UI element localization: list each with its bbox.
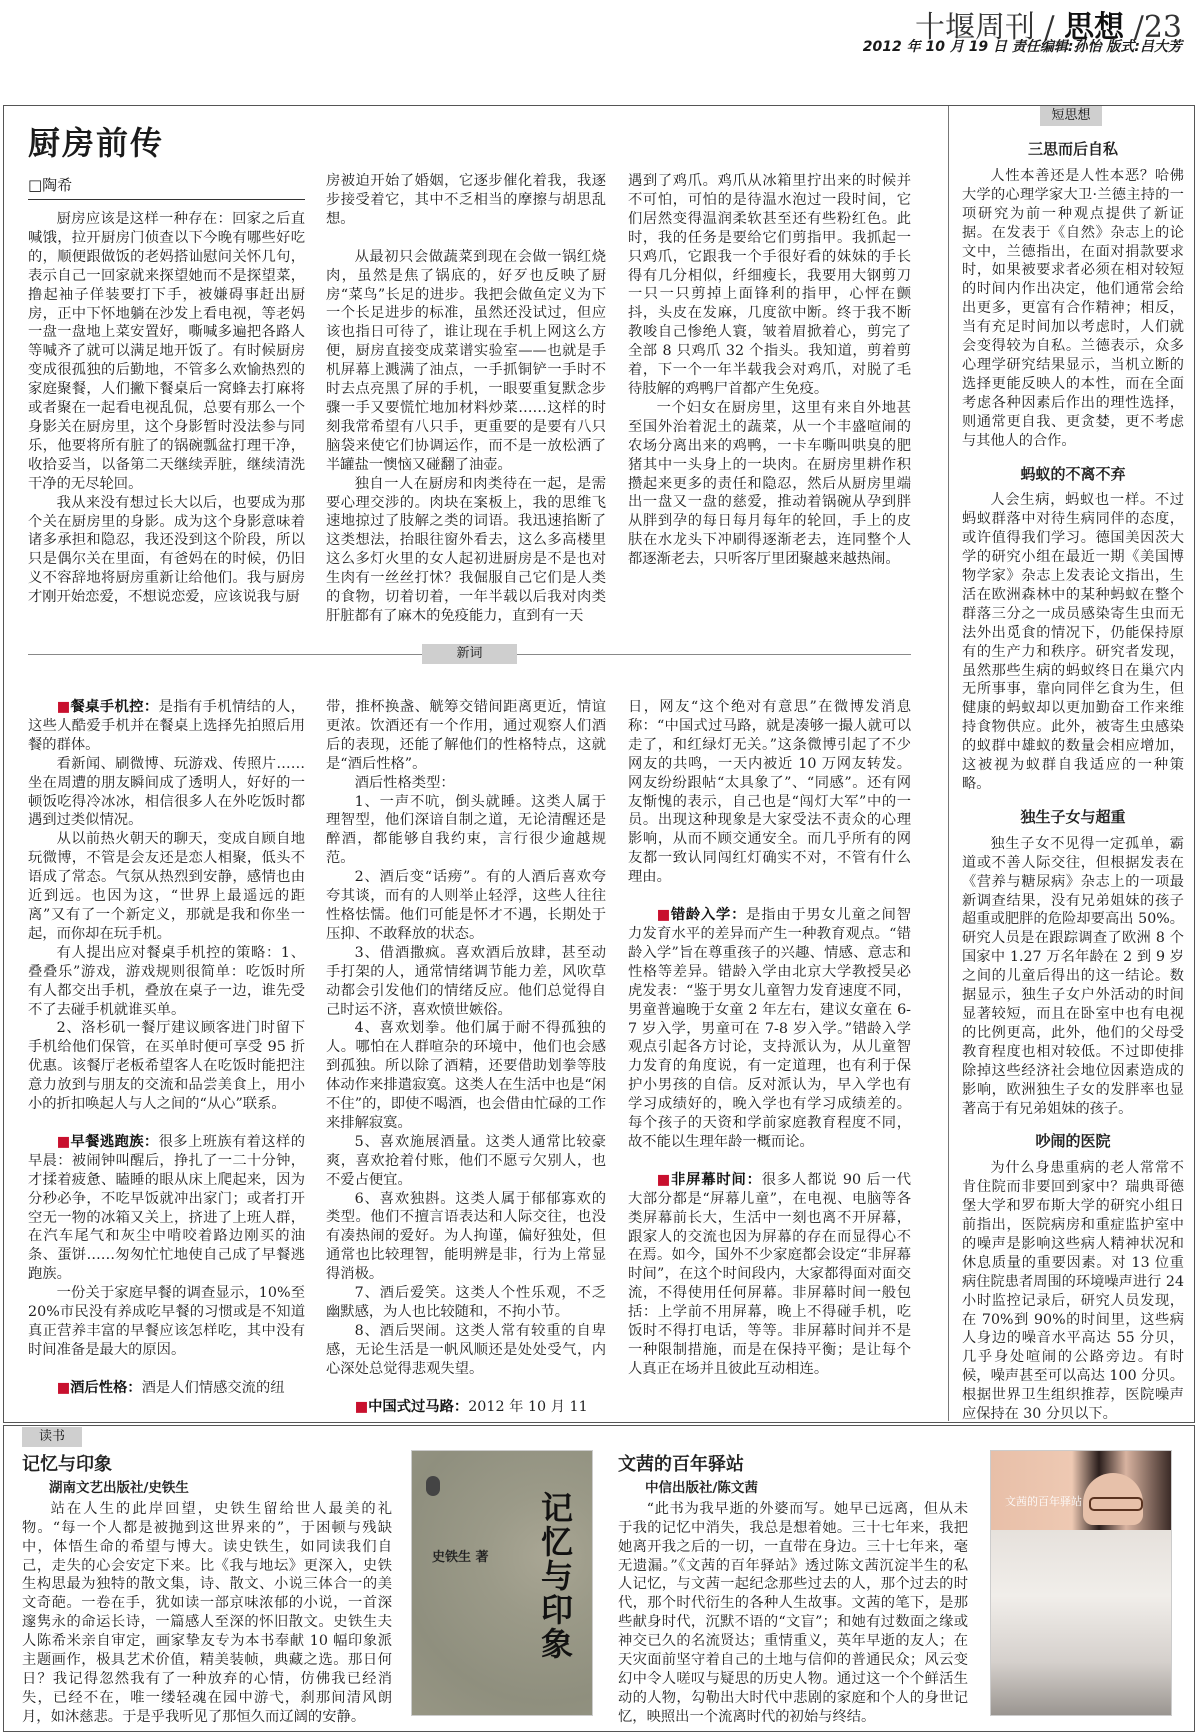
cover-title: 文茜的百年驿站 bbox=[1005, 1495, 1082, 1508]
sidebar-tag: 短思想 bbox=[1040, 106, 1102, 126]
book-title: 记忆与印象 bbox=[22, 1454, 112, 1475]
newword-entry: ■餐桌手机控：是指有手机情结的人，这些人酷爱手机并在餐桌上选择先拍照后用餐的群体。 bbox=[28, 699, 306, 753]
paragraph: 日，网友“这个绝对有意思”在微博发消息称：“中国式过马路，就是凑够一撮人就可以走了，和红绿灯无关。”这条微博引起了不少网友的共鸣，一天内被近 10 万网友转发。网友纷纷跟帖“太具象了”、“同感”。还有网友惭愧的表示，自己也是“闯灯大军”中的一员。出现这种现象是大家受法不责众的心理影响，从而不顾交通安全。而几乎所有的网友都一致认同闯红灯确实不对，不管有什么理由。 bbox=[628, 699, 911, 886]
paragraph: 1、一声不吭，倒头就睡。这类人属于理智型，他们深谙自制之道，无论清醒还是醉酒，都能够自我约束，言行很少逾越规范。 bbox=[326, 793, 606, 867]
paragraph: 2、酒后变“话痨”。有的人酒后喜欢夸夸其谈，而有的人则举止轻浮，这些人往往性格怯懦。他们可能是怀才不遇，长期处于压抑、不敢释放的状态。 bbox=[326, 869, 606, 942]
glasses-shape bbox=[1089, 1497, 1143, 1511]
article-paragraph: 我从来没有想过长大以后，也要成为那个关在厨房里的身影。成为这个身影意味着诸多承担和隐忍，我还没到这个阶段，所以只是偶尔关在里面，有爸妈在的时候，仍旧义不容辞地将厨房重新让给他们。我与厨房才刚开始恋爱，不想说恋爱，应该说我与厨 bbox=[28, 494, 305, 606]
newword-definition: 2012 年 10 月 11 bbox=[468, 1398, 588, 1415]
book-cover-image bbox=[990, 1450, 1172, 1716]
article-paragraph: 从最初只会做蔬菜到现在会做一锅红烧肉，虽然是焦了锅底的，好歹也反映了厨房“菜鸟”长足的进步。我把会做鱼定义为下一个长足进步的标准，虽然还没试过，但应该也指日可待了，谁让现在手机上网这么方便，厨房直接变成菜谱实验室——也就是手机屏幕上溅满了油点，一手抓铜铲一手时不时去点亮黑了屏的手机，一眼要重复默念步骤一手又要慌忙地加材料炒菜……这样的时刻我常希望有八只手，更重要的是要有八只脑袋来使它们协调运作，而不是一放松洒了半罐盐一懊恼又碰翻了油壶。 bbox=[326, 248, 606, 473]
sidebar-heading: 三思而后自私 bbox=[1027, 140, 1118, 158]
section-name: 思想 bbox=[1064, 10, 1125, 45]
article-paragraph: 一个妇女在厨房里，这里有来自外地甚至国外治着泥土的蔬菜，从一个丰盛喧闹的农场分离出来的鸡鸭，一卡车嘶叫哄臭的肥猪其中一头身上的一块肉。在厨房里耕作积攒起来更多的责任和隐忍，然后从厨房里端出一盘又一盘的慈爱，推动着锅碗从孕到胖从胖到孕的每日每月每年的轮回，手上的皮肤在水龙头下冲刷得逐渐老去，连同整个人都逐渐老去，只听客厅里团聚越来越热闹。 bbox=[628, 399, 911, 568]
sidebar-text: 为什么身患重病的老人常常不肯住院而非要回到家中？瑞典哥德堡大学和罗布斯大学的研究小组日前指出，医院病房和重症监护室中的噪声是影响这些病人精神状况和休息质量的重要因素。对 13 位重病住院患者周围的环境噪声进行 24 小时监控记录后，研究人员发现，在 70%到 90%的时间里，这些病人身边的噪音水平高达 55 分贝，几乎身处喧闹的公路旁边。有时候，噪声甚至可以高达 100 分贝。根据世界卫生组织推荐，医院噪声应保持在 30 分贝以下。 bbox=[962, 1160, 1184, 1423]
sidebar-heading: 独生子女与超重 bbox=[1020, 807, 1126, 826]
paper-name: 十堰周刊 / bbox=[914, 10, 1065, 45]
newword-entry: ■中国式过马路：2012 年 10 月 11 bbox=[354, 1398, 588, 1415]
book-cover-image bbox=[411, 1450, 593, 1716]
paragraph: 7、酒后爱笑。这类人个性乐观，不乏幽默感，为人也比较随和，不拘小节。 bbox=[326, 1285, 606, 1320]
newword-entry: ■早餐逃跑族：很多上班族有着这样的早晨：被闹钟叫醒后，挣扎了一二十分钟，才揉着疲惫、瞌睡的眼从床上爬起来，因为分秒必争，不吃早饭就冲出家门；或者打开空无一物的冰箱又关上，挤进了上班人群，在汽车尾气和灰尘中啃咬着路边刚买的油条、蛋饼……匆匆忙忙地使自己成了早餐逃跑族。 bbox=[28, 1133, 306, 1283]
book-review-2 bbox=[618, 1456, 968, 1727]
sidebar-text: 人性本善还是人性本恶？哈佛大学的心理学家大卫·兰德主持的一项研究为前一种观点提供了新证据。在发表于《自然》杂志上的论文中，兰德指出，在面对捐款要求时，如果被要求者必须在相对较短的时间内作出决定，他们通常会给出更多，更富有合作精神；相反，当有充足时间加以考虑时，人们就会变得较为自私。兰德表示，众多心理学研究结果显示，当机立断的选择更能反映人的本性，而在全面考虑各种因素后作出的理性选择，则通常更自我、更贪婪，更不考虑与其他人的合作。 bbox=[962, 167, 1184, 449]
newwords-column-1 bbox=[28, 698, 305, 1398]
book-description: “此书为我早逝的外婆而写。她早已远离，但从未于我的记忆中消失，我总是想着她。三十七年来，我把她离开我之后的一切，一直带在身边。三十七年来，毫无遗漏。”《文茜的百年驿站》透过陈文茜沉淀半生的私人记忆，与文茜一起纪念那些过去的人，那个过去的时代，那个时代衍生的各种人生故事。文茜的笔下，是那些献身时代，沉默不语的“文盲”；和她有过数面之缘或神交已久的名流贤达；重情重义，英年早逝的友人；在天灾面前坚守着自己的土地与信仰的普通民众；风云变幻中令人嗟叹与疑思的历史人物。通过这一个个鲜活生动的人物，勾勒出大时代中悲剧的家庭和个人的身世记忆，映照出一个流离时代的初始与终结。 bbox=[618, 1500, 968, 1725]
article-paragraph: 遇到了鸡爪。鸡爪从冰箱里拧出来的时候并不可怕，可怕的是待温水泡过一段时间，它们居然变得温润柔软甚至还有些粉红色。此时，我的任务是要给它们剪指甲。我抓起一只鸡爪，它跟我一个手很好看的妹妹的手长得有几分相似，纤细瘦长，我要用大钢剪刀一只一只剪掉上面锋利的指甲，心怦在颤抖，头皮在发麻，几度欲中断。终于我不断教唆自己惨绝人寰，皱着眉掀着心，剪完了全部 8 只鸡爪 32 个指头。我知道，剪着剪着，下一个一年半载我会对鸡爪，对脱了毛待肢解的鸡鸭尸首都产生免疫。 bbox=[628, 173, 911, 397]
paragraph: 看新闻、刷微博、玩游戏、传照片……坐在周遭的朋友瞬间成了透明人，好好的一顿饭吃得冷冰冰，相信很多人在外吃饭时都遇到过类似情况。 bbox=[28, 755, 305, 829]
newword-term: 中国式过马路： bbox=[368, 1398, 469, 1415]
paragraph: 2、洛杉矶一餐厅建议顾客进门时留下手机给他们保管，在买单时便可享受 95 折优惠。该餐厅老板希望客人在吃饭时能把注意力放到与朋友的交流和品尝美食上，用小小的折扣唤起人与人之间的“从心”联系。 bbox=[28, 1020, 305, 1113]
paragraph: 8、酒后哭闹。这类人常有较重的自卑感，无论生活是一帆风顺还是处处受气，内心深处总觉得悲观失望。 bbox=[326, 1322, 606, 1377]
paragraph: 酒后性格类型： bbox=[354, 774, 455, 791]
article-column-1 bbox=[28, 210, 305, 607]
article-title: 厨房前传 bbox=[28, 124, 165, 162]
book-title: 文茜的百年驿站 bbox=[618, 1454, 744, 1475]
newword-term: 非屏幕时间： bbox=[670, 1171, 762, 1188]
book-publisher-author: 湖南文艺出版社/史铁生 bbox=[49, 1479, 189, 1496]
newword-definition: 是指由于男女儿童之间智力发育水平的差异而产生一种教育观点。“错龄入学”旨在尊重孩子的兴趣、情感、意志和性格等差异。错龄入学由北京大学教授吴必虎发表：“鉴于男女儿童智力发育速度不同，男童普遍晚于女童 2 年左右，建议女童在 6-7 岁入学，男童可在 7-8 岁入学。”错龄入学观点引起各方讨论，支持派认为，从儿童智力发育的角度说，有一定道理，也有利于保护小男孩的自信。反对派认为，早入学也有学习成绩好的，晚入学也有学习成绩差的。每个孩子的天资和学前家庭教育程度不同，故不能以生理年龄一概而论。 bbox=[628, 907, 912, 1150]
sidebar-short-thoughts bbox=[962, 128, 1184, 1424]
book-description: 站在人生的此岸回望，史铁生留给世人最美的礼物。“每一个人都是被抛到这世界来的”，于困顿与残缺中，体悟生命的希望与博大。读史铁生，如同读我们自己，走失的心会安定下来。比《我与地坛》更深入，史铁生构思最为独特的散文集，诗、散文、小说三体合一的美文奇葩。一卷在手，犹如读一部京味浓郁的小说，一首深邃隽永的命运长诗，一篇感人至深的怀旧散文。史铁生夫人陈希米亲自审定，画家挚友专为本书奉献 10 幅印象派主题画作，极具艺术价值，精美装帧，典藏之选。那日何日？我记得忽然我有了一种放弃的心情，仿佛我已经消失，已经不在，唯一缕轻魂在园中游弋，刹那间清风朗月，如沐慈悲。于是乎我听见了那恒久而辽阔的安静。 bbox=[22, 1500, 392, 1725]
sidebar-text: 人会生病，蚂蚁也一样。不过蚂蚁群落中对待生病同伴的态度，或许值得我们学习。德国美因茨大学的研究小组在最近一期《美国博物学家》杂志上发表论文指出，生活在欧洲森林中的某种蚂蚁在整个群落三分之一成员感染寄生虫而无法外出觅食的情况下，仍能保持原有的生产力和秩序。研究者发现，虽然那些生病的蚂蚁终日在巢穴内无所事事，靠向同伴乞食为生，但健康的蚂蚁却以更加勤奋工作来维持食物供应。此外，被寄生虫感染的蚁群中雄蚁的数量会相应增加，这被视为蚁群自我适应的一种策略。 bbox=[962, 492, 1184, 792]
newword-term: 早餐逃跑族： bbox=[70, 1133, 159, 1150]
cover-title: 记忆与印象 bbox=[536, 1491, 574, 1661]
article-column-2 bbox=[326, 172, 606, 626]
paragraph: 6、喜欢独斟。这类人属于郁郁寡欢的类型。他们不擅言语表达和人际交往，也没有凑热闹的爱好。为人拘谨，偏好独处，但通常也比较理智，能明辨是非，行为上常显得消极。 bbox=[326, 1190, 606, 1283]
newword-entry: ■酒后性格：酒是人们情感交流的纽 bbox=[56, 1379, 285, 1396]
newword-term: 餐桌手机控： bbox=[70, 699, 159, 715]
newwords-tag: 新词 bbox=[422, 644, 517, 664]
paragraph: 带，推杯换盏、觥筹交错间距离更近，情谊更浓。饮酒还有一个作用，通过观察人们酒后的表现，还能了解他们的性格特点，这就是“酒后性格”。 bbox=[326, 699, 606, 772]
books-tag: 读书 bbox=[22, 1427, 82, 1447]
newword-definition: 酒是人们情感交流的纽 bbox=[141, 1379, 285, 1396]
paragraph: 一份关于家庭早餐的调查显示，10%至 20%市民没有养成吃早餐的习惯或是不知道真正营养丰富的早餐应该怎样吃，其中没有时间准备是最大的原因。 bbox=[28, 1285, 305, 1358]
newword-term: 酒后性格： bbox=[70, 1379, 142, 1396]
newword-definition: 很多上班族有着这样的早晨：被闹钟叫醒后，挣扎了一二十分钟，才揉着疲惫、瞌睡的眼从床上爬起来，因为分秒必争，不吃早饭就冲出家门；或者打开空无一物的冰箱又关上，挤进了上班人群，在汽车尾气和灰尘中啃咬着路边刚买的油条、蛋饼……匆匆忙忙地使自己成了早餐逃跑族。 bbox=[28, 1133, 306, 1283]
newwords-column-3 bbox=[628, 698, 911, 1379]
sidebar-divider bbox=[948, 106, 949, 1421]
sidebar-text: 独生子女不见得一定孤单，霸道或不善人际交往，但根据发表在《营养与糖尿病》杂志上的一项最新调查结果，没有兄弟姐妹的孩子超重或肥胖的危险却要高出 50%。研究人员是在跟踪调查了欧洲 8 个国家中 1.27 万名年龄在 2 到 9 岁之间的儿童后得出的这一结论。数据显示，独生子女户外活动的时间显著较短，而且在卧室中也有电视的比例更高，此外，他们的父母受教育程度也相对较低。不过即使排除掉这些经济社会地位因素造成的影响，欧洲独生子女的发胖率也显著高于有兄弟姐妹的孩子。 bbox=[962, 835, 1184, 1117]
article-paragraph: 房被迫开始了婚姻，它逐步催化着我，我逐步接受着它，其中不乏相当的摩擦与胡思乱想。 bbox=[326, 173, 606, 227]
paragraph: 4、喜欢划拳。他们属于耐不得孤独的人。哪怕在人群喧杂的环境中，他们也会感到孤独。所以除了酒精，还要借助划拳等肢体动作来排遣寂寞。这类人在生活中也是“闲不住”的，即使不喝酒，也会借由忙碌的工作来排解寂寞。 bbox=[326, 1020, 606, 1131]
page-number: /23 bbox=[1124, 10, 1182, 45]
article-column-3 bbox=[628, 172, 911, 569]
article-paragraph: 独自一人在厨房和肉类待在一起，是需要心理交涉的。肉块在案板上，我的思维飞速地掠过了肢解之类的词语。我迅速掐断了这类想法，抬眼往窗外看去，这么多高楼里这么多灯火里的女人起初进厨房是不是也对生肉有一丝丝打怵？我倔服自己它们是人类的食物，切着切着，一年半载以后我对肉类肝脏都有了麻木的免疫能力，直到有一天 bbox=[326, 475, 606, 624]
newword-term: 错龄入学： bbox=[670, 907, 747, 924]
article-paragraph: 厨房应该是这样一种存在：回家之后直喊饿，拉开厨房门侦查以下今晚有哪些好吃的，顺便跟做饭的老妈搭讪慰问关怀几句，表示自己一回家就来探望她而不是探望菜，撸起袖子佯装要打下手，被嫌碍事赶出厨房，正中下怀地躺在沙发上看电视，等老妈一盘一盘地上菜安置好，嘶喊多遍把各路人等喊齐了就可以满足地开饭了。有时候厨房变成很孤独的后勤地，不管多么欢愉热烈的家庭聚餐，人们撇下餐桌后一窝蜂去打麻将或者聚在一起看电视乱侃，总要有那么一个身影关在厨房里，这个身影暂时没法参与同乐，他要将所有脏了的锅碗瓢盆打理干净，收拾妥当，以备第二天继续弄脏，继续清洗干净的无尽轮回。 bbox=[28, 211, 305, 492]
dateline: 2012 年 10 月 19 日 责任编辑:孙怡 版式:吕大芳 bbox=[862, 39, 1182, 55]
cover-author: 史铁生 著 bbox=[432, 1550, 489, 1565]
paragraph: 有人提出应对餐桌手机控的策略：1、叠叠乐”游戏，游戏规则很简单：吃饭时所有人都交出手机，叠放在桌子一边，谁先受不了去碰手机就谁买单。 bbox=[28, 944, 305, 1018]
newword-entry: ■错龄入学：是指由于男女儿童之间智力发育水平的差异而产生一种教育观点。“错龄入学”旨在尊重孩子的兴趣、情感、意志和性格等差异。错龄入学由北京大学教授吴必虎发表：“鉴于男女儿童智力发育速度不同，男童普遍晚于女童 2 年左右，建议女童在 6-7 岁入学，男童可在 7-8 岁入学。”错龄入学观点引起各方讨论，支持派认为，从儿童智力发育的角度说，有一定道理，也有利于保护小男孩的自信。反对派认为，早入学也有学习成绩好的，晚入学也有学习成绩差的。每个孩子的天资和学前家庭教育程度不同，故不能以生理年龄一概而论。 bbox=[628, 907, 912, 1150]
book-review-1 bbox=[22, 1456, 392, 1727]
article-author: □陶希 bbox=[28, 174, 305, 200]
newword-definition: 很多人都说 90 后一代大部分都是“屏幕儿童”，在电视、电脑等各类屏幕前长大，生活中一刻也离不开屏幕，跟家人的交流也因为屏幕的存在而显得心不在焉。如今，国外不少家庭都会设定“非屏幕时间”，在这个时间段内，大家都得面对面交流，不得使用任何屏幕。非屏幕时间一般包括：上学前不用屏幕，晚上不得碰手机，吃饭时不得打电话，等等。非屏幕时间并不是一种限制措施，而是在保持平衡；是让每个人真正在场并且彼此互动相连。 bbox=[628, 1171, 912, 1377]
book-publisher-author: 中信出版社/陈文茜 bbox=[645, 1479, 758, 1496]
paragraph: 3、借酒撒疯。喜欢酒后放肆，甚至动手打架的人，通常情绪调节能力差，风吹草动都会引发他们的情绪反应。他们总觉得自己时运不济，喜欢愤世嫉俗。 bbox=[326, 944, 606, 1018]
paragraph: 5、喜欢施展酒量。这类人通常比较豪爽，喜欢抢着付账，他们不愿亏欠别人，也不爱占便宜。 bbox=[326, 1133, 606, 1188]
newword-entry: ■非屏幕时间：很多人都说 90 后一代大部分都是“屏幕儿童”，在电视、电脑等各类屏幕前长大，生活中一刻也离不开屏幕，跟家人的交流也因为屏幕的存在而显得心不在焉。如今，国外不少家庭都会设定“非屏幕时间”，在这个时间段内，大家都得面对面交流，不得使用任何屏幕。非屏幕时间一般包括：上学前不用屏幕，晚上不得碰手机，吃饭时不得打电话，等等。非屏幕时间并不是一种限制措施，而是在保持平衡；是让每个人真正在场并且彼此互动相连。 bbox=[628, 1171, 912, 1377]
newword-definition: 是指有手机情结的人，这些人酷爱手机并在餐桌上选择先拍照后用餐的群体。 bbox=[28, 699, 306, 753]
sidebar-heading: 吵闹的医院 bbox=[1035, 1132, 1111, 1151]
seal-icon bbox=[426, 1476, 440, 1496]
sidebar-heading: 蚂蚁的不离不弃 bbox=[1020, 464, 1126, 483]
paragraph: 从以前热火朝天的聊天，变成自顾自地玩微博，不管是会友还是恋人相聚，低头不语成了常态。气氛从热烈到安静，感情也由近到远。也因为这，“世界上最遥远的距离”又有了一个新定义，那就是我和你坐一起，而你却在玩手机。 bbox=[28, 831, 305, 942]
newwords-column-2 bbox=[326, 698, 606, 1417]
